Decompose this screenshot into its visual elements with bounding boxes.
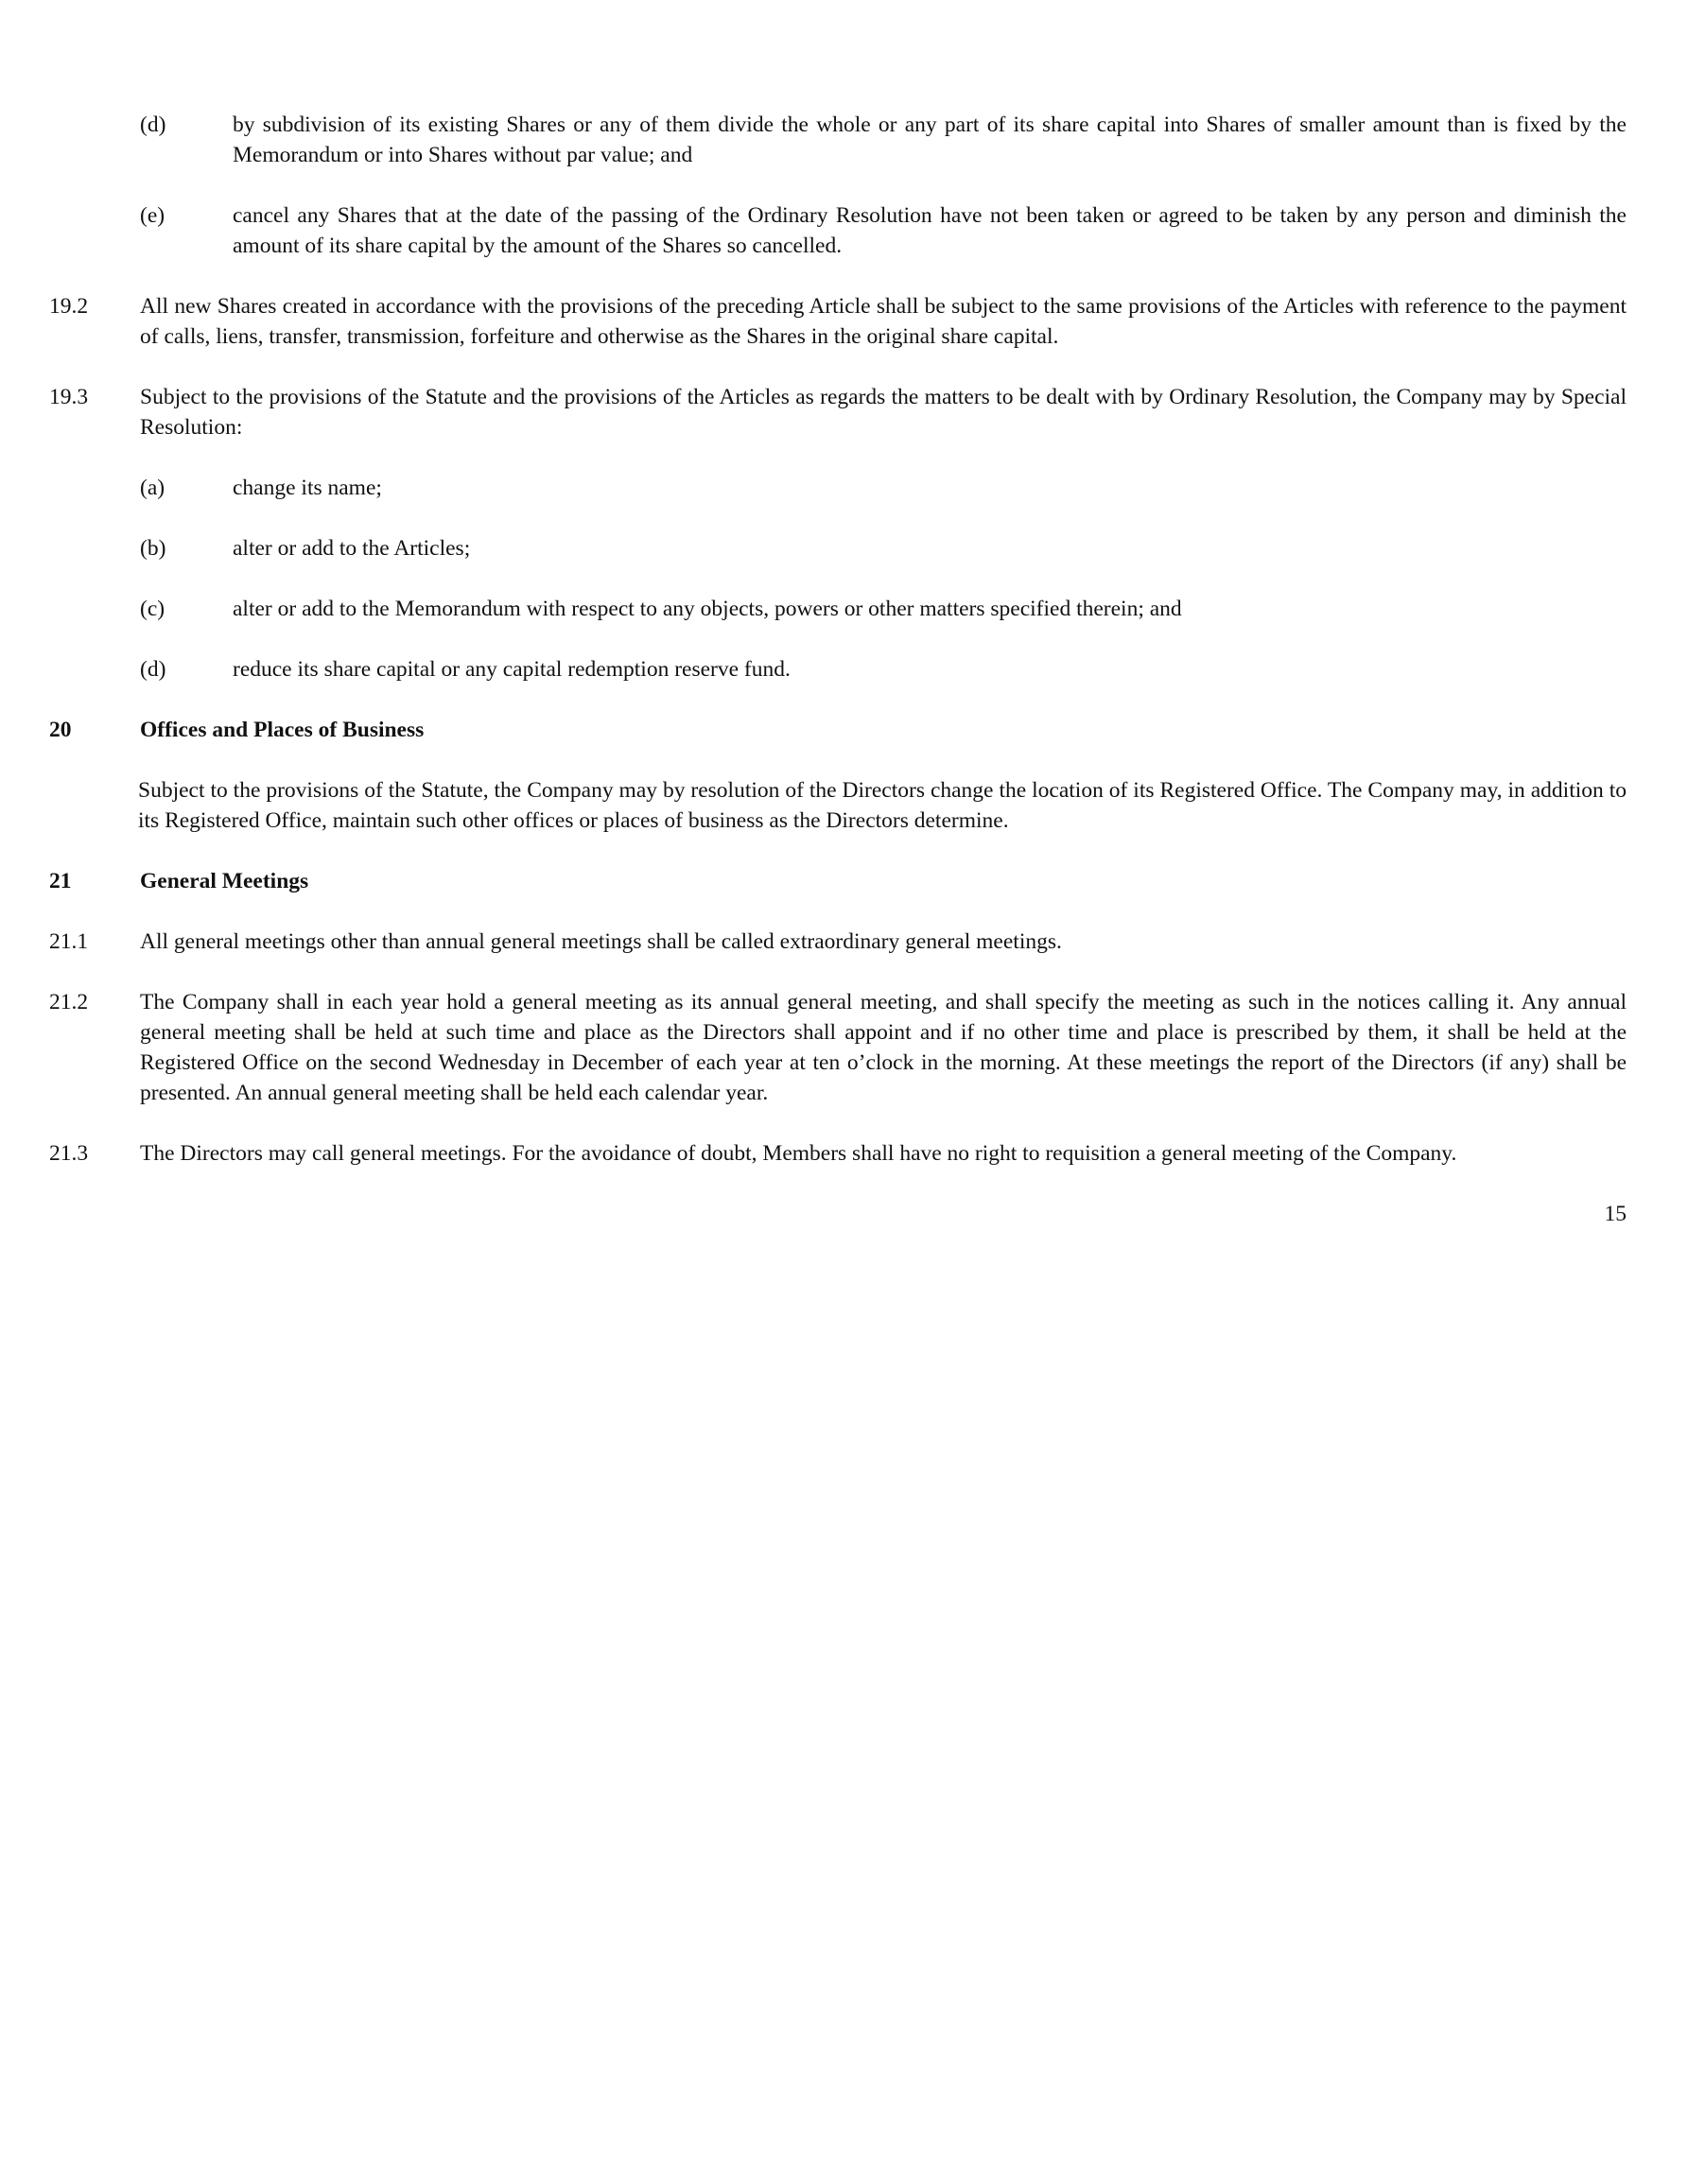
clause-text: All general meetings other than annual general meetings shall be called extraordinary general meetings. [140, 929, 1062, 954]
item-number: (b) [140, 536, 166, 561]
page-number: 15 [1604, 1202, 1627, 1226]
item-text: alter or add to the Memorandum with respect to any objects, powers or other matters specified therein; and [233, 597, 1182, 621]
item-number: (e) [140, 203, 165, 228]
item-number: (d) [140, 657, 166, 682]
item-number: (c) [140, 597, 165, 621]
item-text: cancel any Shares that at the date of the passing of the Ordinary Resolution have not been taken or agreed to be taken by any person and diminish the amount of its share capital by the amount of the Shares so cancelled. [233, 203, 1627, 258]
item-text: change its name; [233, 476, 382, 500]
section-number: 21 [49, 869, 72, 893]
clause-number: 19.3 [49, 385, 89, 409]
clause-text: The Company shall in each year hold a general meeting as its annual general meeting, and shall specify the meeting as such in the notices calling it. Any annual general meeting shall be held at such time and place as the Directors shall appoint and if no other time and place is prescribed by them, it shall be held at the Registered Office on the second Wednesday in December of each year at ten o’clock in the morning. At these meetings the report of the Directors (if any) shall be presented. An annual general meeting shall be held each calendar year. [140, 990, 1627, 1105]
item-text: alter or add to the Articles; [233, 536, 471, 561]
item-text: by subdivision of its existing Shares or any of them divide the whole or any part of its share capital into Shares of smaller amount than is fixed by the Memorandum or into Shares without par value; and [233, 113, 1627, 167]
item-number: (a) [140, 476, 165, 500]
section-heading: Offices and Places of Business [140, 718, 425, 742]
item-number: (d) [140, 113, 166, 137]
clause-number: 21.2 [49, 990, 89, 1014]
clause-number: 19.2 [49, 294, 89, 319]
clause-number: 21.3 [49, 1141, 89, 1166]
clause-text: Subject to the provisions of the Statute and the provisions of the Articles as regards the matters to be dealt with by Ordinary Resolution, the Company may by Special Resolution: [140, 385, 1627, 440]
section-number: 20 [49, 718, 72, 742]
section-heading: General Meetings [140, 869, 309, 893]
item-text: reduce its share capital or any capital redemption reserve fund. [233, 657, 791, 682]
clause-text: All new Shares created in accordance with the provisions of the preceding Article shall be subject to the same provisions of the Articles with reference to the payment of calls, liens, transfer, transmission, forfeiture and otherwise as the Shares in the original share capital. [140, 294, 1627, 349]
section-paragraph: Subject to the provisions of the Statute, the Company may by resolution of the Directors change the location of its Registered Office. The Company may, in addition to its Registered Office, maintain such other offices or places of business as the Directors determine. [138, 778, 1627, 833]
clause-number: 21.1 [49, 929, 89, 954]
clause-text: The Directors may call general meetings. For the avoidance of doubt, Members shall have no right to requisition a general meeting of the Company. [140, 1141, 1457, 1166]
